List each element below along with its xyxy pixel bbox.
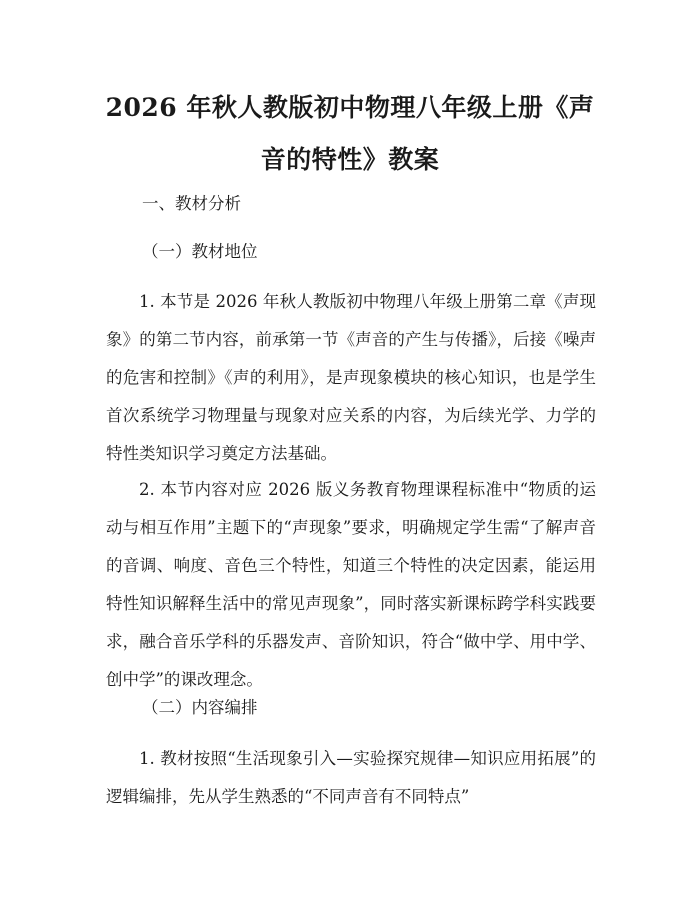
- section-heading-textbook-analysis: 一、教材分析: [142, 194, 241, 213]
- paragraph-arrangement-1: 1. 教材按照“生活现象引入—实验探究规律—知识应用拓展”的逻辑编排，先从学生熟悉的“不同声音有不同特点”: [106, 749, 596, 806]
- paragraph-status-1: 1. 本节是 2026 年秋人教版初中物理八年级上册第二章《声现象》的第二节内容，前承第一节《声音的产生与传播》，后接《噪声的危害和控制》《声的利用》，是声现象模块的核心知识，也是学生首次系统学习物理量与现象对应关系的内容，为后续光学、力学的特性类知识学习奠定方法基础。: [106, 292, 596, 463]
- subsection-heading-content-arrangement: （二）内容编排: [142, 698, 258, 717]
- subsection-heading-textbook-status: （一）教材地位: [142, 242, 258, 261]
- paragraph-status-2: 2. 本节内容对应 2026 版义务教育物理课程标准中“物质的运动与相互作用”主题下的“声现象”要求，明确规定学生需“了解声音的音调、响度、音色三个特性，知道三个特性的决定因素，能运用特性知识解释生活中的常见声现象”，同时落实新课标跨学科实践要求，融合音乐学科的乐器发声、音阶知识，符合“做中学、用中学、创中学”的课改理念。: [106, 480, 596, 689]
- document-title: 2026 年秋人教版初中物理八年级上册《声音的特性》教案: [105, 93, 595, 174]
